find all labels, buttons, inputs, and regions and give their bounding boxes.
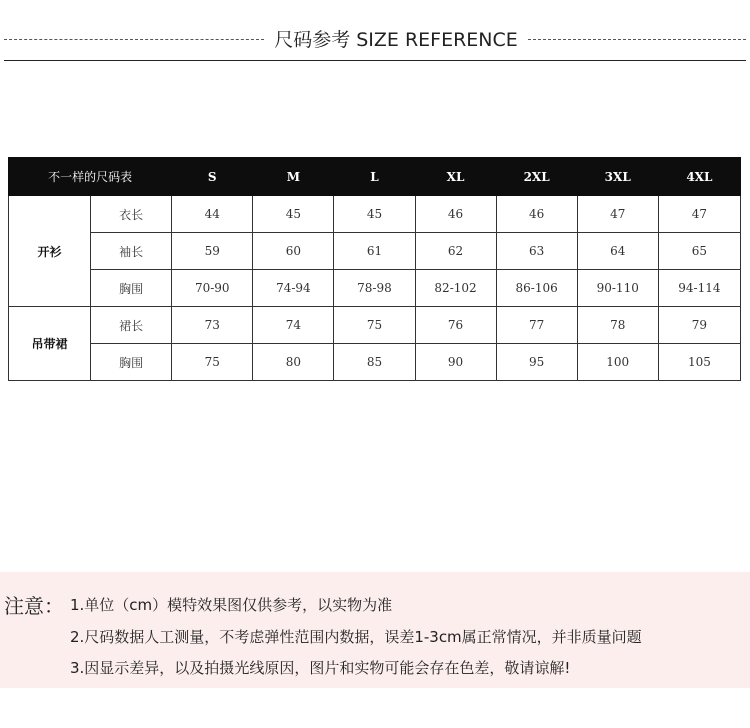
notes-label: 注意： bbox=[4, 594, 64, 618]
note-line: 2.尺码数据人工测量，不考虑弹性范围内数据，误差1-3cm属正常情况，并非质量问题 bbox=[70, 628, 642, 646]
dotted-divider-left bbox=[4, 39, 264, 40]
table-cell: 62 bbox=[415, 233, 496, 270]
table-cell: 46 bbox=[496, 196, 577, 233]
table-cell: 90-110 bbox=[577, 270, 658, 307]
size-chart-table bbox=[8, 157, 741, 381]
table-row bbox=[9, 270, 741, 307]
section-header bbox=[0, 26, 750, 62]
size-header: XL bbox=[415, 158, 496, 196]
table-cell: 76 bbox=[415, 307, 496, 344]
table-cell: 90 bbox=[415, 344, 496, 381]
table-cell: 70-90 bbox=[172, 270, 253, 307]
table-cell: 77 bbox=[496, 307, 577, 344]
table-cell: 105 bbox=[658, 344, 740, 381]
table-cell: 100 bbox=[577, 344, 658, 381]
notes-panel bbox=[0, 572, 750, 688]
table-row bbox=[9, 196, 741, 233]
table-cell: 94-114 bbox=[658, 270, 740, 307]
table-cell: 64 bbox=[577, 233, 658, 270]
header-underline bbox=[4, 60, 746, 61]
table-row bbox=[9, 307, 741, 344]
table-cell: 61 bbox=[334, 233, 415, 270]
table-cell: 75 bbox=[172, 344, 253, 381]
measure-label: 胸围 bbox=[91, 270, 172, 307]
size-header: 3XL bbox=[577, 158, 658, 196]
table-header-row bbox=[9, 158, 741, 196]
measure-label: 袖长 bbox=[91, 233, 172, 270]
table-corner-label: 不一样的尺码表 bbox=[9, 158, 172, 196]
table-cell: 45 bbox=[253, 196, 334, 233]
table-cell: 60 bbox=[253, 233, 334, 270]
table-row bbox=[9, 233, 741, 270]
measure-label: 胸围 bbox=[91, 344, 172, 381]
table-cell: 78 bbox=[577, 307, 658, 344]
table-cell: 47 bbox=[577, 196, 658, 233]
note-line: 3.因显示差异，以及拍摄光线原因，图片和实物可能会存在色差，敬请谅解! bbox=[70, 659, 571, 677]
table-cell: 74-94 bbox=[253, 270, 334, 307]
group-label-slip-dress: 吊带裙 bbox=[9, 307, 91, 381]
table-cell: 95 bbox=[496, 344, 577, 381]
table-cell: 44 bbox=[172, 196, 253, 233]
size-header: L bbox=[334, 158, 415, 196]
group-label-cardigan: 开衫 bbox=[9, 196, 91, 307]
table-cell: 78-98 bbox=[334, 270, 415, 307]
table-cell: 46 bbox=[415, 196, 496, 233]
table-cell: 47 bbox=[658, 196, 740, 233]
table-cell: 75 bbox=[334, 307, 415, 344]
table-cell: 85 bbox=[334, 344, 415, 381]
table-cell: 74 bbox=[253, 307, 334, 344]
table-cell: 59 bbox=[172, 233, 253, 270]
table-cell: 73 bbox=[172, 307, 253, 344]
table-cell: 79 bbox=[658, 307, 740, 344]
size-header: M bbox=[253, 158, 334, 196]
table-cell: 82-102 bbox=[415, 270, 496, 307]
table-row bbox=[9, 344, 741, 381]
size-header: S bbox=[172, 158, 253, 196]
table-cell: 45 bbox=[334, 196, 415, 233]
size-header: 2XL bbox=[496, 158, 577, 196]
size-header: 4XL bbox=[658, 158, 740, 196]
table-cell: 65 bbox=[658, 233, 740, 270]
measure-label: 衣长 bbox=[91, 196, 172, 233]
dotted-divider-right bbox=[528, 39, 746, 40]
table-cell: 80 bbox=[253, 344, 334, 381]
measure-label: 裙长 bbox=[91, 307, 172, 344]
note-line: 1.单位（cm）模特效果图仅供参考，以实物为准 bbox=[70, 596, 393, 614]
table-cell: 63 bbox=[496, 233, 577, 270]
table-cell: 86-106 bbox=[496, 270, 577, 307]
page-title: 尺码参考 SIZE REFERENCE bbox=[274, 29, 518, 51]
